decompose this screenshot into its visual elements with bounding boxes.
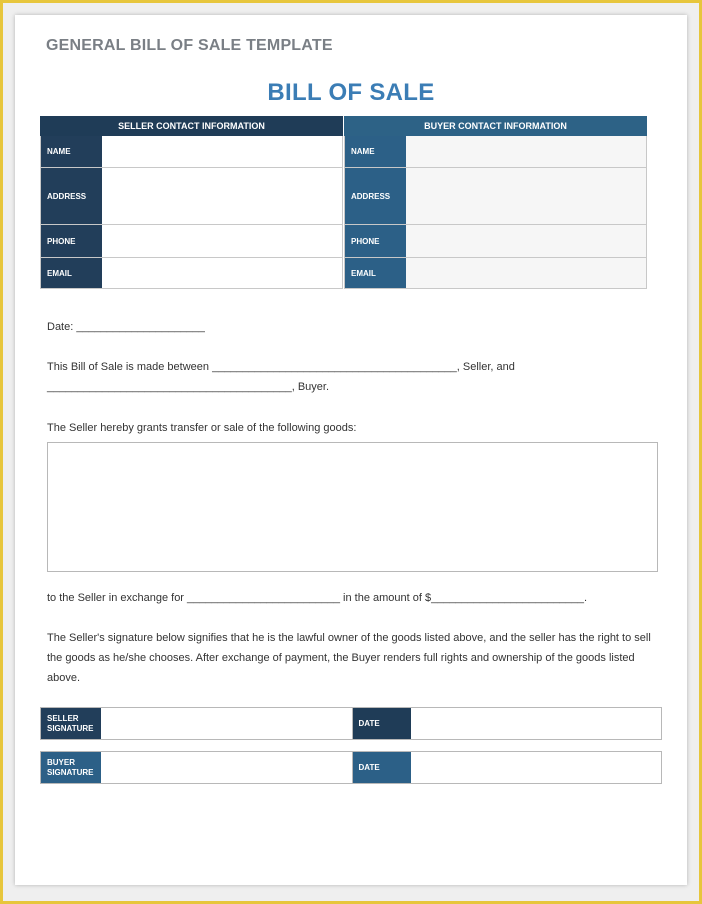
date-line[interactable]: Date: _____________________ <box>47 321 205 333</box>
buyer-signature-field[interactable] <box>101 752 353 783</box>
buyer-email-field[interactable] <box>406 258 646 288</box>
buyer-phone-field[interactable] <box>406 225 646 257</box>
seller-address-row <box>40 168 343 225</box>
buyer-name-label: NAME <box>345 136 406 167</box>
buyer-name-field[interactable] <box>406 136 646 167</box>
seller-signature-field[interactable] <box>101 708 353 739</box>
seller-contact-heading: SELLER CONTACT INFORMATION <box>40 116 343 136</box>
seller-contact-table <box>40 116 343 289</box>
seller-phone-field[interactable] <box>102 225 342 257</box>
page-title: BILL OF SALE <box>267 79 435 106</box>
seller-signature-row <box>40 707 662 740</box>
seller-date-label: DATE <box>353 708 411 739</box>
buyer-date-field[interactable] <box>411 752 662 783</box>
seller-email-label: EMAIL <box>41 258 102 288</box>
seller-name-label: NAME <box>41 136 102 167</box>
seller-address-label: ADDRESS <box>41 168 102 224</box>
ownership-paragraph: The Seller's signature below signifies that he is the lawful owner of the goods listed above, and the seller has the right to sell the goods as he/she chooses. After exchange of payment, the Buyer renders full rights and ownership of the goods listed above. <box>47 632 651 684</box>
parties-line-2[interactable]: ________________________________________, Buyer. <box>47 381 330 393</box>
seller-date-field[interactable] <box>411 708 662 739</box>
document-page <box>15 15 687 885</box>
exchange-line[interactable]: to the Seller in exchange for _________________________ in the amount of $_________________________. <box>47 592 588 604</box>
seller-name-field[interactable] <box>102 136 342 167</box>
buyer-contact-table <box>344 116 647 289</box>
buyer-signature-label-line2: SIGNATURE <box>47 767 94 777</box>
seller-email-field[interactable] <box>102 258 342 288</box>
buyer-contact-heading: BUYER CONTACT INFORMATION <box>344 116 647 136</box>
buyer-address-label: ADDRESS <box>345 168 406 224</box>
seller-phone-row <box>40 225 343 258</box>
buyer-date-label: DATE <box>353 752 411 783</box>
parties-line-1[interactable]: This Bill of Sale is made between ________________________________________, Seller, and <box>47 361 515 373</box>
buyer-email-row <box>344 258 647 289</box>
buyer-signature-label-line1: BUYER <box>47 757 76 767</box>
buyer-address-row <box>344 168 647 225</box>
buyer-phone-row <box>344 225 647 258</box>
seller-signature-label-line2: SIGNATURE <box>47 723 94 733</box>
buyer-email-label: EMAIL <box>345 258 406 288</box>
buyer-signature-row <box>40 751 662 784</box>
seller-phone-label: PHONE <box>41 225 102 257</box>
seller-signature-label-line1: SELLER <box>47 713 79 723</box>
template-title: GENERAL BILL OF SALE TEMPLATE <box>46 37 333 54</box>
seller-signature-label <box>41 708 101 739</box>
goods-description-box[interactable] <box>47 442 658 572</box>
buyer-signature-label <box>41 752 101 783</box>
seller-name-row <box>40 136 343 168</box>
buyer-phone-label: PHONE <box>345 225 406 257</box>
goods-intro-text: The Seller hereby grants transfer or sale of the following goods: <box>47 422 357 434</box>
seller-email-row <box>40 258 343 289</box>
seller-address-field[interactable] <box>102 168 342 224</box>
buyer-address-field[interactable] <box>406 168 646 224</box>
buyer-name-row <box>344 136 647 168</box>
